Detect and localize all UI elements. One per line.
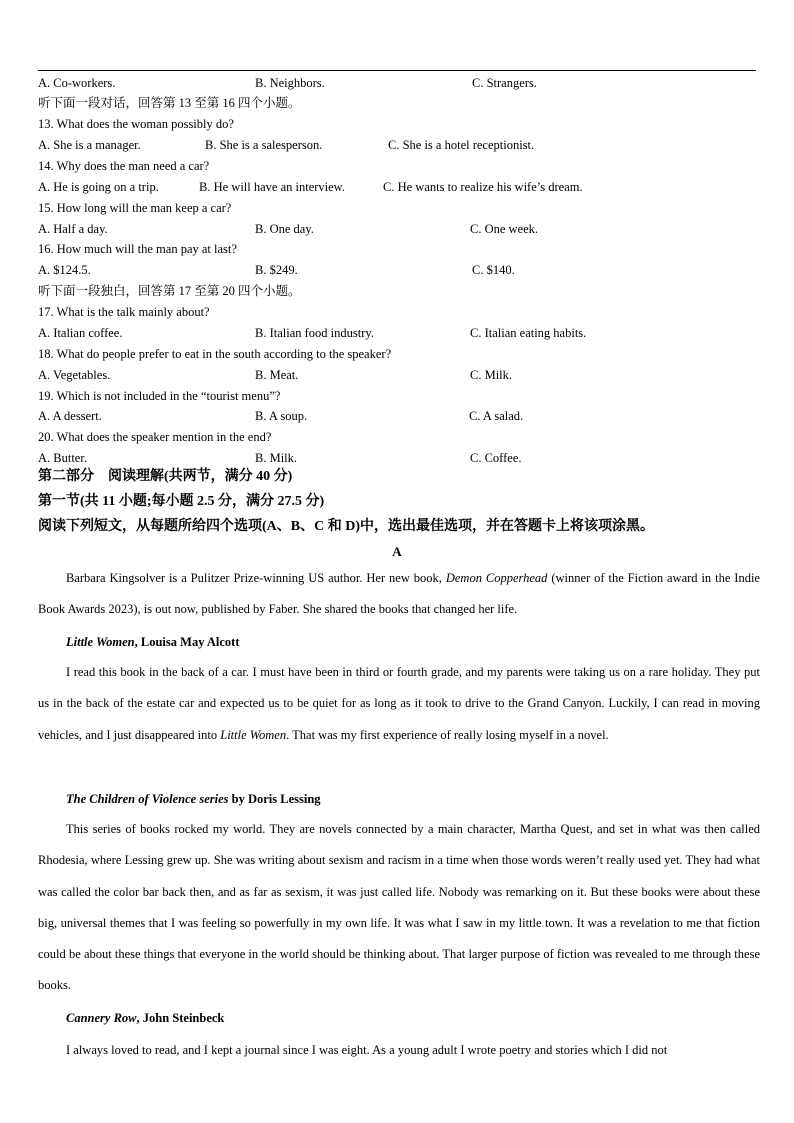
q20-option-b: B. Milk. — [255, 451, 298, 465]
book1-paragraph: I read this book in the back of a car. I must have been in third or fourth grade, and my parents were taking us on a rare holiday. They put us in the back of the estate car and expected us to be quiet for as long as it took to drive to the Grand Canyon. Luckily, I can read in moving vehicles, and I just disappeared into Little Women. That was my first experience of really losing myself in a novel. — [38, 665, 760, 742]
q20-option-c: C. Coffee. — [470, 451, 522, 465]
q17-question: 17. What is the talk mainly about? — [38, 305, 210, 319]
q14-question: 14. Why does the man need a car? — [38, 159, 210, 173]
part2-title: 第二部分 阅读理解(共两节，满分 40 分) — [38, 469, 293, 484]
book1-heading: Little Women, Louisa May Alcott — [66, 635, 240, 649]
q17-option-b: B. Italian food industry. — [255, 326, 374, 340]
q18-question: 18. What do people prefer to eat in the south according to the speaker? — [38, 347, 392, 361]
book2-paragraph: This series of books rocked my world. They are novels connected by a main character, Martha Quest, and set in what was then called Rhodesia, where Lessing grew up. She was writing about sexism and racism in a time when those words weren’t really used yet. They had what was called the color bar back then, and as far as sexism, it was just called life. Nobody was remarking on it. But these books were about these big, universal themes that I was feeling so powerfully in my own life. It was what I saw in my little town. It was a revelation to me that fiction could be about these things that everyone in the world should be thinking about. That larger purpose of fiction was revealed to me through these books. — [38, 822, 760, 993]
book-title-demon-copperhead: Demon Copperhead — [445, 571, 548, 585]
q13-option-c: C. She is a hotel receptionist. — [388, 138, 535, 152]
q13-question: 13. What does the woman possibly do? — [38, 117, 234, 131]
q20-question: 20. What does the speaker mention in the end? — [38, 430, 272, 444]
q19-option-c: C. A salad. — [469, 409, 524, 423]
book3-paragraph: I always loved to read, and I kept a journal since I was eight. As a young adult I wrote poetry and stories which I did not — [66, 1043, 668, 1057]
q15-option-a: A. Half a day. — [38, 222, 108, 236]
q17-option-c: C. Italian eating habits. — [470, 326, 587, 340]
q19-option-b: B. A soup. — [255, 409, 308, 423]
monologue-instruction: 听下面一段独白，回答第 17 至第 20 四个小题。 — [38, 284, 301, 298]
q13-option-a: A. She is a manager. — [38, 138, 141, 152]
q16-option-b: B. $249. — [255, 263, 298, 277]
q12-option-b: B. Neighbors. — [255, 76, 325, 90]
dialog2-instruction: 听下面一段对话，回答第 13 至第 16 四个小题。 — [38, 96, 301, 110]
q14-option-c: C. He wants to realize his wife’s dream. — [383, 180, 583, 194]
q15-option-c: C. One week. — [470, 222, 539, 236]
header-rule — [38, 70, 756, 71]
q19-question: 19. Which is not included in the “tourist menu”? — [38, 389, 281, 403]
book2-heading: The Children of Violence series by Doris Lessing — [66, 792, 321, 806]
q16-option-c: C. $140. — [472, 263, 515, 277]
q14-option-b: B. He will have an interview. — [199, 180, 346, 194]
q13-option-b: B. She is a salesperson. — [205, 138, 323, 152]
q16-question: 16. How much will the man pay at last? — [38, 242, 237, 256]
q17-option-a: A. Italian coffee. — [38, 326, 123, 340]
q12-option-c: C. Strangers. — [472, 76, 537, 90]
q20-option-a: A. Butter. — [38, 451, 87, 465]
q16-option-a: A. $124.5. — [38, 263, 91, 277]
q12-option-a: A. Co-workers. — [38, 76, 116, 90]
q18-option-a: A. Vegetables. — [38, 368, 111, 382]
passage-label: A — [392, 544, 402, 559]
book3-heading: Cannery Row, John Steinbeck — [66, 1011, 225, 1025]
q15-option-b: B. One day. — [255, 222, 314, 236]
section1-title: 第一节(共 11 小题;每小题 2.5 分，满分 27.5 分) — [38, 494, 325, 509]
intro-paragraph: Barbara Kingsolver is a Pulitzer Prize-winning US author. Her new book, Demon Copperhead (winner of the Fiction award in the Indie Book Awards 2023), is out now, published by Faber. She shared the books that changed her life. — [38, 571, 760, 617]
q18-option-c: C. Milk. — [470, 368, 513, 382]
reading-instruction: 阅读下列短文，从每题所给四个选项(A、B、C 和 D)中，选出最佳选项，并在答题卡上将该项涂黑。 — [38, 519, 654, 534]
q18-option-b: B. Meat. — [255, 368, 299, 382]
q14-option-a: A. He is going on a trip. — [38, 180, 159, 194]
q19-option-a: A. A dessert. — [38, 409, 102, 423]
q15-question: 15. How long will the man keep a car? — [38, 201, 232, 215]
